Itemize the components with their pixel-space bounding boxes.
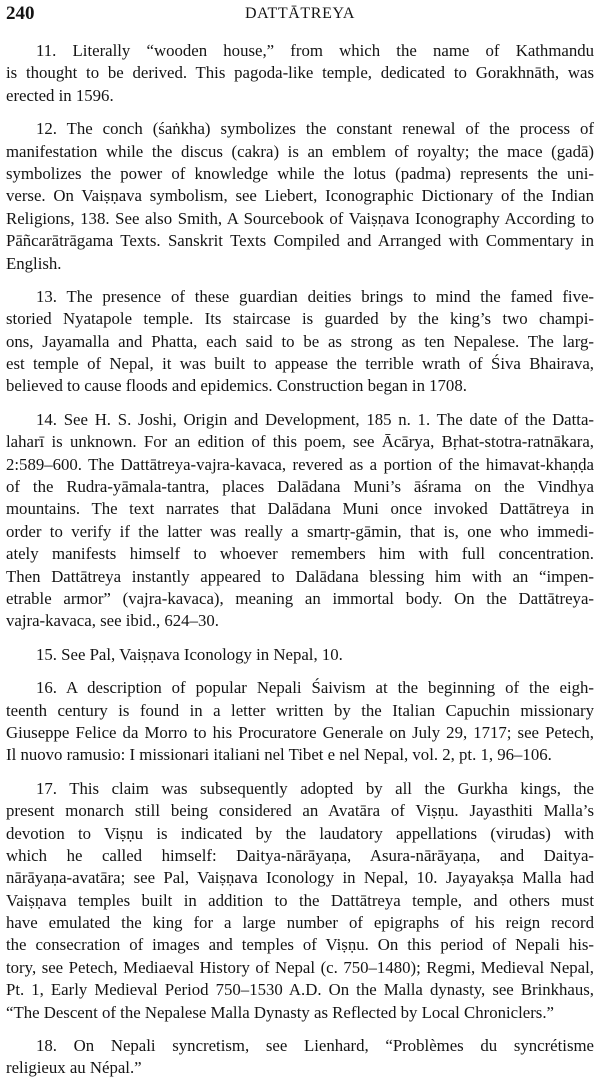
endnote-line: Pāñcarātrāgama Texts. Sanskrit Texts Compiled and Arranged with Commentary in	[6, 231, 594, 251]
endnote-line: symbolizes the power of knowledge while the lotus (padma) represents the uni-	[6, 163, 594, 183]
endnote-line: Giuseppe Felice da Morro to his Procuratore Generale on July 29, 1717; see Petech,	[6, 722, 594, 742]
endnote-line: etrable armor” (vajra-kavaca), meaning an immortal body. On the Dattātreya-	[6, 588, 594, 608]
endnote-line: nārāyaṇa-avatāra; see Pal, Vaiṣṇava Iconology in Nepal, 10. Jayayakṣa Malla had	[6, 868, 594, 888]
endnote-line: “The Descent of the Nepalese Malla Dynasty as Reflected by Local Chroniclers.”	[6, 1002, 554, 1022]
endnote-line: Pt. 1, Early Medieval Period 750–1530 A.D. On the Malla dynasty, see Brinkhaus,	[6, 980, 594, 1000]
endnote-line: the consecration of images and temples of Viṣṇu. On this period of Nepali his-	[6, 935, 594, 955]
endnote-line: tory, see Petech, Mediaeval History of Nepal (c. 750–1480); Regmi, Medieval Nepal,	[6, 957, 594, 977]
endnote-line: have emulated the king for a large number of epigraphs of his reign record	[6, 913, 594, 933]
endnote-line: storied Nyatapole temple. Its staircase is guarded by the king’s two champi-	[6, 309, 594, 329]
endnote-line: laharī is unknown. For an edition of this poem, see Ācārya, Bṛhat-stotra-ratnākara,	[6, 432, 594, 452]
endnote-line: order to verify if the latter was really a smartṛ-gāmin, that is, one who immedi-	[6, 521, 594, 541]
endnote-line: of the Rudra-yāmala-tantra, places Dalādana Muni’s āśrama on the Vindhya	[6, 477, 594, 497]
endnote-line: Vaiṣṇava temples built in addition to the Dattātreya temple, and others must	[6, 890, 594, 910]
endnote-line: 13. The presence of these guardian deities brings to mind the famed five-	[36, 286, 594, 306]
endnote-line: est temple of Nepal, it was built to appease the terrible wrath of Śiva Bhairava,	[6, 354, 594, 374]
endnote-line: verse. On Vaiṣṇava symbolism, see Liebert, Iconographic Dictionary of the Indian	[6, 186, 594, 206]
endnote-line: English.	[6, 253, 62, 273]
endnote-line: believed to cause floods and epidemics. Construction began in 1708.	[6, 376, 467, 396]
endnote-16	[0, 677, 600, 767]
endnote-line: present monarch still being considered an Avatāra of Viṣṇu. Jayasthiti Malla’s	[6, 801, 594, 821]
endnote-15	[0, 644, 600, 666]
endnote-line: 11. Literally “wooden house,” from which the name of Kathmandu	[36, 41, 594, 60]
endnote-18	[0, 1035, 600, 1080]
endnote-line: is thought to be derived. This pagoda-like temple, dedicated to Gorakhnāth, was	[6, 63, 594, 83]
endnotes	[0, 40, 600, 1091]
endnote-17	[0, 778, 600, 1024]
endnote-12	[0, 118, 600, 275]
endnote-line: ons, Jayamalla and Phatta, each said to be as strong as ten Nepalese. The larg-	[6, 331, 594, 351]
endnote-line: religieux au Népal.”	[6, 1058, 142, 1078]
endnote-line: devotion to Viṣṇu is indicated by the laudatory appellations (virudas) with	[6, 823, 594, 843]
endnote-line: which he called himself: Daitya-nārāyaṇa, Asura-nārāyaṇa, and Daitya-	[6, 845, 594, 865]
endnote-13	[0, 286, 600, 398]
running-head: DATTĀTREYA	[245, 5, 355, 22]
endnote-line: Religions, 138. See also Smith, A Sourcebook of Vaiṣṇava Iconography According to	[6, 208, 594, 228]
endnote-11	[0, 40, 600, 107]
endnote-line: Il nuovo ramusio: I missionari italiani nel Tibet e nel Nepal, vol. 2, pt. 1, 96–106.	[6, 745, 552, 765]
page-header	[0, 0, 600, 36]
page-number: 240	[6, 3, 35, 24]
endnote-line: 16. A description of popular Nepali Śaivism at the beginning of the eigh-	[36, 678, 594, 698]
endnote-line: 17. This claim was subsequently adopted by all the Gurkha kings, the	[36, 778, 594, 798]
endnote-line: teenth century is found in a letter written by the Italian Capuchin missionary	[6, 700, 594, 720]
endnote-line: 18. On Nepali syncretism, see Lienhard, “Problèmes du syncrétisme	[36, 1036, 594, 1056]
endnote-line: 12. The conch (śaṅkha) symbolizes the constant renewal of the process of	[36, 119, 594, 139]
endnote-line: vajra-kavaca, see ibid., 624–30.	[6, 611, 219, 631]
endnote-line: Then Dattātreya instantly appeared to Dalādana blessing him with an “impen-	[6, 566, 594, 586]
endnote-line: erected in 1596.	[6, 85, 114, 105]
endnote-line: 2:589–600. The Dattātreya-vajra-kavaca, revered as a portion of the himavat-khaṇḍa	[6, 454, 594, 474]
endnote-line: 14. See H. S. Joshi, Origin and Development, 185 n. 1. The date of the Datta-	[36, 409, 594, 429]
endnote-line: mountains. The text narrates that Dalādana Muni once invoked Dattātreya in	[6, 499, 594, 519]
endnote-line: manifestation while the discus (cakra) is an emblem of royalty; the mace (gadā)	[6, 141, 594, 161]
endnote-14	[0, 409, 600, 633]
endnote-line: ately manifests himself to whoever remembers him with full concentration.	[6, 544, 594, 564]
endnote-line: 15. See Pal, Vaiṣṇava Iconology in Nepal, 10.	[36, 644, 343, 664]
